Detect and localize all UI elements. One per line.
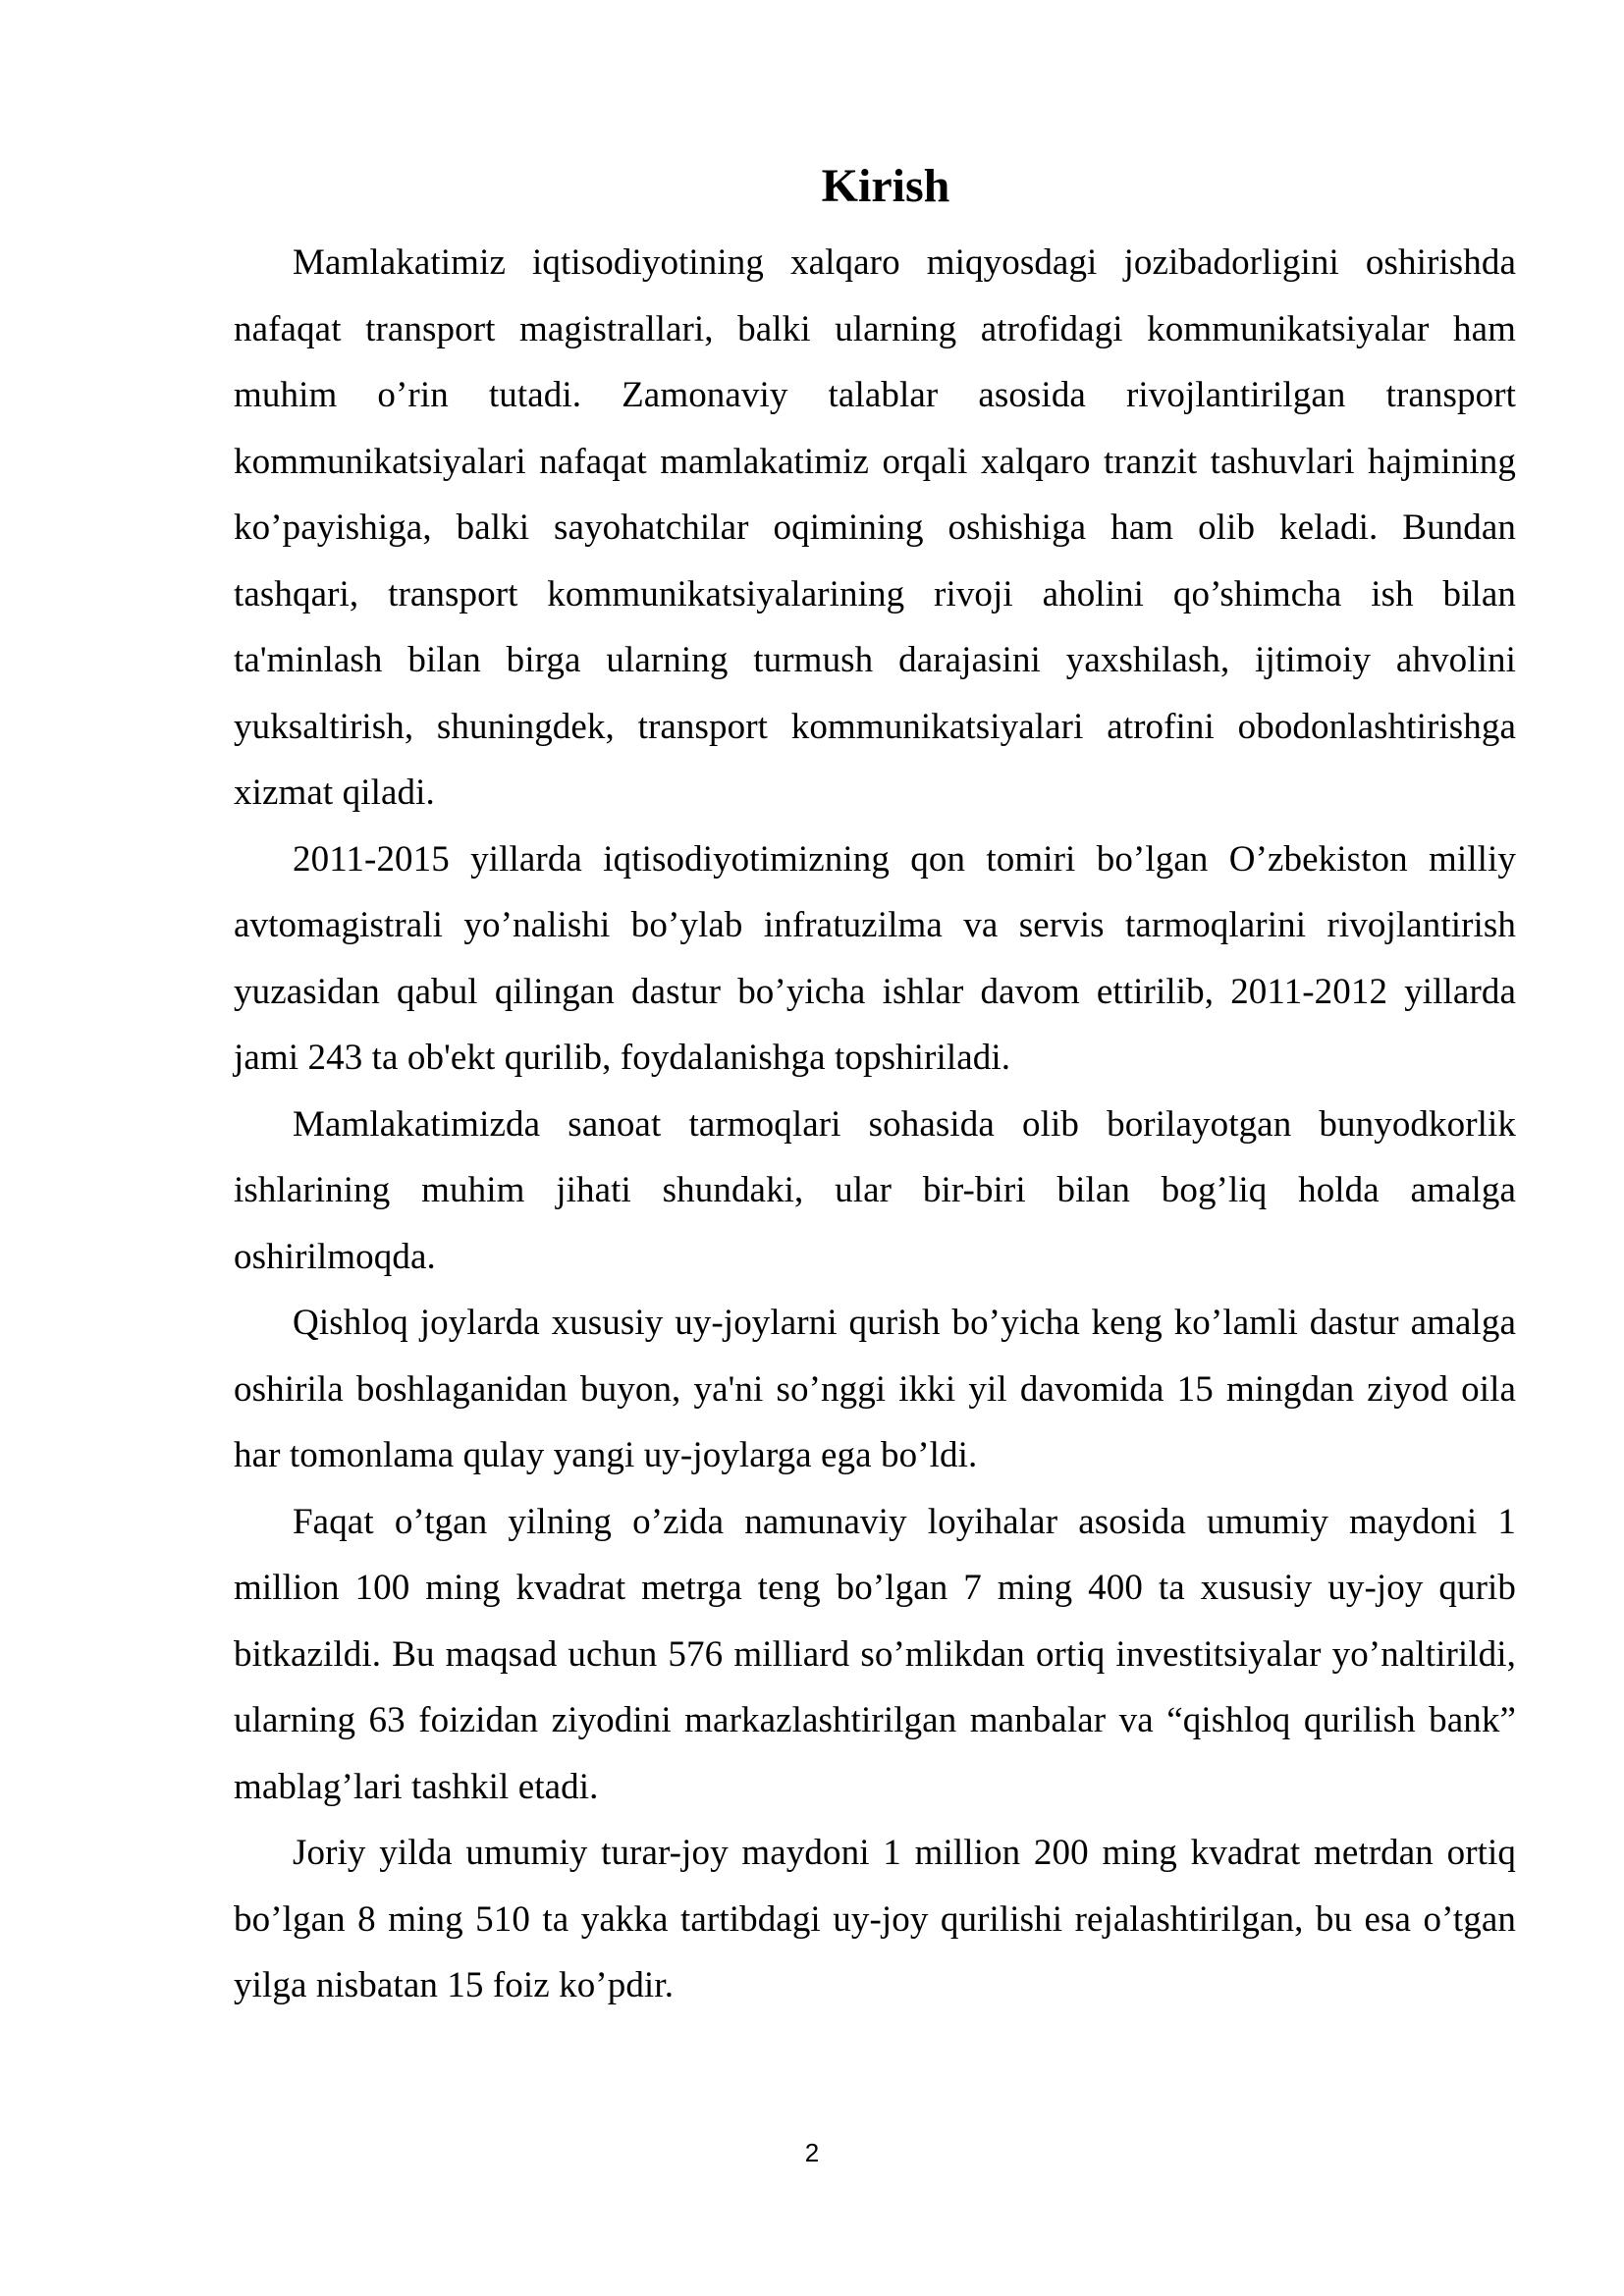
section-title: Kirish — [821, 160, 950, 212]
page-content — [234, 147, 1516, 2019]
paragraph-6: Joriy yilda umumiy turar-joy maydoni 1 million 200 ming kvadrat metrdan ortiq bo’lgan 8 ming 510 ta yakka tartibdagi uy-joy qurilishi rejalashtirilgan, bu esa o’tgan yilga nisbatan 15 foiz ko’pdir. — [234, 1833, 1516, 2005]
paragraph-5: Faqat o’tgan yilning o’zida namunaviy loyihalar asosida umumiy maydoni 1 million 100 ming kvadrat metrga teng bo’lgan 7 ming 400 ta xususiy uy-joy qurib bitkazildi. Bu maqsad uchun 576 milliard so’mlikdan ortiq investitsiyalar yo’naltirildi, ularning 63 foizidan ziyodini markazlashtirilgan manbalar va “qishloq qurilish bank” mablag’lari tashkil etadi. — [234, 1501, 1516, 1807]
paragraph-3: Mamlakatimizda sanoat tarmoqlari sohasida olib borilayotgan bunyodkorlik ishlarining muhim jihati shundaki, ular bir-biri bilan bog’liq holda amalga oshirilmoqda. — [234, 1103, 1516, 1277]
paragraph-4: Qishloq joylarda xususiy uy-joylarni qurish bo’yicha keng ko’lamli dastur amalga oshirila boshlaganidan buyon, ya'ni so’nggi ikki yil davomida 15 mingdan ziyod oila har tomonlama qulay yangi uy-joylarga ega bo’ldi. — [234, 1303, 1516, 1475]
paragraph-1: Mamlakatimiz iqtisodiyotining xalqaro miqyosdagi jozibadorligini oshirishda nafaqat transport magistrallari, balki ularning atrofidagi kommunikatsiyalar ham muhim o’rin tutadi. Zamonaviy talablar asosida rivojlantirilgan transport kommunikatsiyalari nafaqat mamlakatimiz orqali xalqaro tranzit tashuvlari hajmining ko’payishiga, balki sayohatchilar oqimining oshishiga ham olib keladi. Bundan tashqari, transport kommunikatsiyalarining rivoji aholini qo’shimcha ish bilan ta'minlash bilan birga ularning turmush darajasini yaxshilash, ijtimoiy ahvolini yuksaltirish, shuningdek, transport kommunikatsiyalari atrofini obodonlashtirishga xizmat qiladi. — [234, 242, 1516, 813]
page-number: 2 — [804, 2138, 820, 2167]
paragraph-2: 2011-2015 yillarda iqtisodiyotimizning qon tomiri bo’lgan O’zbekiston milliy avtomagistrali yo’nalishi bo’ylab infratuzilma va servis tarmoqlarini rivojlantirish yuzasidan qabul qilingan dastur bo’yicha ishlar davom ettirilib, 2011-2012 yillarda jami 243 ta ob'ekt qurilib, foydalanishga topshiriladi. — [234, 838, 1516, 1078]
